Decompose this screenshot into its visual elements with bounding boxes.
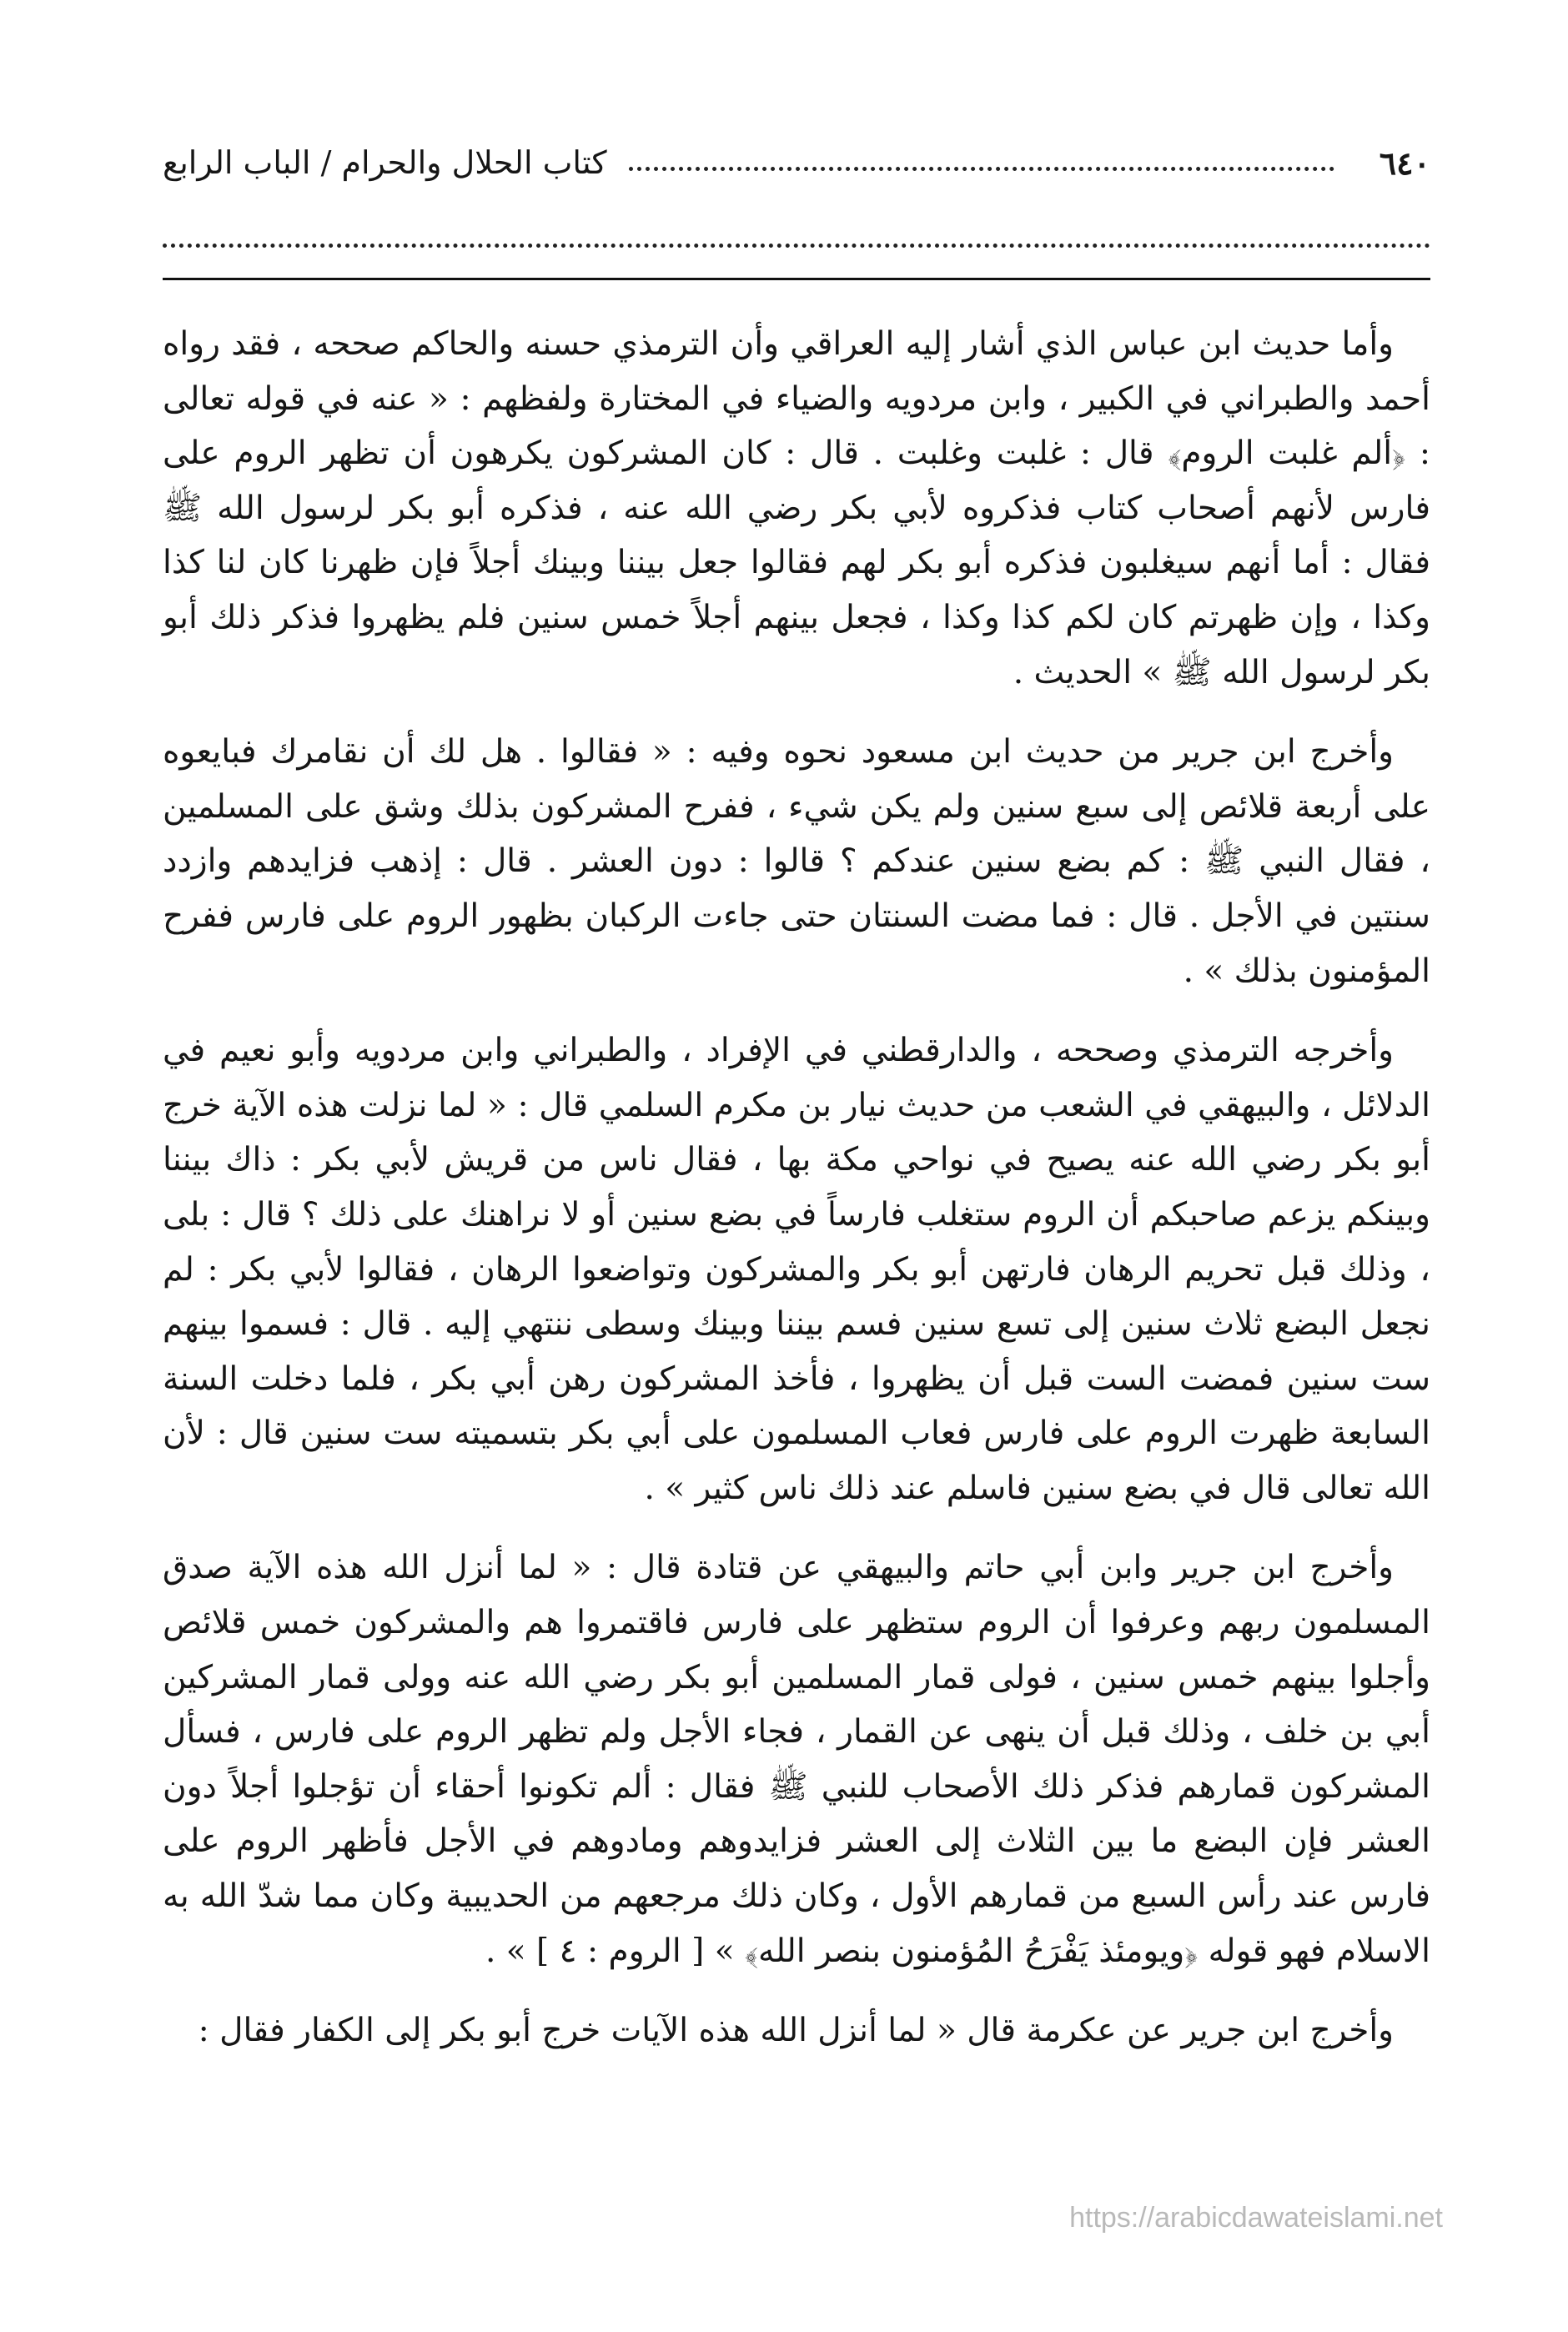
paragraph: وأخرج ابن جرير وابن أبي حاتم والبيهقي عن قتادة قال : « لما أنزل الله هذه الآية صدق المسلمون ربهم وعرفوا أن الروم ستظهر على فارس فاقتمروا هم والمشركون خمس قلائص وأجلوا بينهم خمس سنين ، فولى قمار المسلمين أبو بكر رضي الله عنه وولى قمار المشركين أبي بن خلف ، وذلك قبل أن ينهى عن القمار ، فجاء الأجل ولم تظهر الروم على فارس ، فسأل المشركون قمارهم فذكر ذلك الأصحاب للنبي ﷺ فقال : ألم تكونوا أحقاء أن تؤجلوا أجلاً دون العشر فإن البضع ما بين الثلاث إلى العشر فزايدوهم ومادوهم في الأجل فأظهر الروم على فارس عند رأس السبع من قمارهم الأول ، وكان ذلك مرجعهم من الحديبية وكان مما شدّ الله به الاسلام فهو قوله ﴿ويومئذ يَفْرَحُ المُؤمنون بنصر الله﴾ » [ الروم : ٤ ] » . xyxy=(163,1549,1430,1970)
page-number: ٦٤٠ xyxy=(1379,143,1430,182)
dotted-divider xyxy=(163,244,1430,248)
paragraph: وأخرجه الترمذي وصححه ، والدارقطني في الإفراد ، والطبراني وابن مردويه وأبو نعيم في الدلائل ، والبيهقي في الشعب من حديث نيار بن مكرم السلمي قال : « لما نزلت هذه الآية خرج أبو بكر رضي الله عنه يصيح في نواحي مكة بها ، فقال ناس من قريش لأبي بكر : ذاك بيننا وبينكم يزعم صاحبكم أن الروم ستغلب فارساً في بضع سنين أو لا نراهنك على ذلك ؟ قال : بلى ، وذلك قبل تحريم الرهان فارتهن أبو بكر والمشركون وتواضعوا الرهان ، فقالوا لأبي بكر : لم نجعل البضع ثلاث سنين إلى تسع سنين فسم بيننا وبينك وسطى ننتهي إليه . قال : فسموا بينهم ست سنين فمضت الست قبل أن يظهروا ، فأخذ المشركون رهن أبي بكر ، فلما دخلت السنة السابعة ظهرت الروم على فارس فعاب المسلمون على أبي بكر بتسميته ست سنين قال : لأن الله تعالى قال في بضع سنين فاسلم عند ذلك ناس كثير » . xyxy=(163,1032,1430,1507)
paragraph: وأخرج ابن جرير عن عكرمة قال « لما أنزل الله هذه الآيات خرج أبو بكر إلى الكفار فقال : xyxy=(198,2012,1394,2050)
solid-divider xyxy=(163,278,1430,280)
watermark-url: https://arabicdawateislami.net xyxy=(1069,2202,1443,2234)
paragraph: وأخرج ابن جرير من حديث ابن مسعود نحوه وفيه : « فقالوا . هل لك أن نقامرك فبايعوه على أربعة قلائص إلى سبع سنين ولم يكن شيء ، ففرح المشركون بذلك وشق على المسلمين ، فقال النبي ﷺ : كم بضع سنين عندكم ؟ قالوا : دون العشر . قال : إذهب فزايدهم وازدد سنتين في الأجل . قال : فما مضت السنتان حتى جاءت الركبان بظهور الروم على فارس ففرح المؤمنون بذلك » . xyxy=(163,733,1430,990)
main-text xyxy=(163,317,1430,2058)
header-dotted-leader xyxy=(629,167,1334,171)
running-header xyxy=(163,133,1430,192)
paragraph: وأما حديث ابن عباس الذي أشار إليه العراقي وأن الترمذي حسنه والحاكم صححه ، فقد رواه أحمد والطبراني في الكبير ، وابن مردويه والضياء في المختارة ولفظهم : « عنه في قوله تعالى : ﴿ألم غلبت الروم﴾ قال : غلبت وغلبت . قال : كان المشركون يكرهون أن تظهر الروم على فارس لأنهم أصحاب كتاب فذكروه لأبي بكر رضي الله عنه ، فذكره أبو بكر لرسول الله ﷺ فقال : أما أنهم سيغلبون فذكره أبو بكر لهم فقالوا جعل بيننا وبينك أجلاً فإن ظهرنا كان لنا كذا وكذا ، وإن ظهرتم كان لكم كذا وكذا ، فجعل بينهم أجلاً خمس سنين فلم يظهروا فذكر ذلك أبو بكر لرسول الله ﷺ » الحديث . xyxy=(163,325,1430,691)
running-title: كتاب الحلال والحرام / الباب الرابع xyxy=(163,144,607,181)
